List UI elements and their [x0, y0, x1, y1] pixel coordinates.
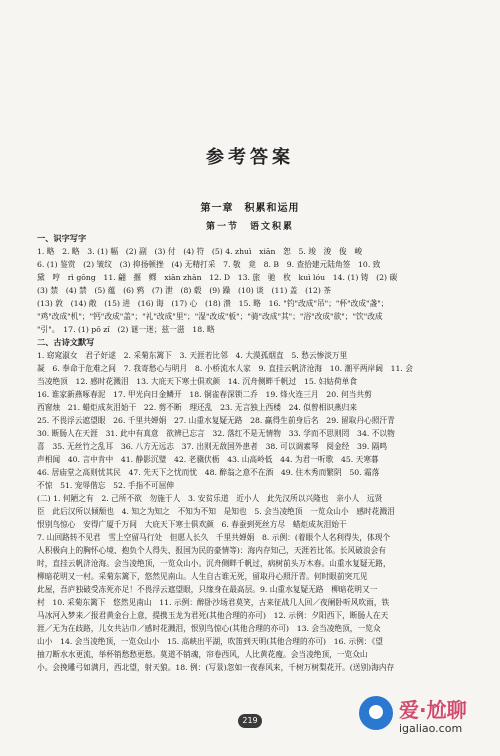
- answer-line: 30. 断肠人在天涯 31. 此中有真意 欲辨已忘言 32. 落红不是无情物 33. 学而不思则罔 34. 不以物: [37, 429, 395, 438]
- watermark: [355, 690, 490, 748]
- answer-line: 恨别鸟惊心 安得广厦千万间 大庇天下寒士俱欢颜 6. 春蚕到死丝方尽 蜡炬成灰泪始干: [37, 520, 347, 529]
- answer-line: 黛 哼 rì gōng 11. 翩 揠 鳏 xiān zhān 12. D 13. 旅 驰 枚 kuì lóu 14. (1) 铸 (2) 碳: [37, 273, 398, 282]
- answer-line: 凝 6. 奉命于危难之间 7. 我寄愁心与明月 8. 小桥流水人家 9. 直挂云帆济沧海 10. 潮平两岸阔 11. 会: [37, 364, 413, 373]
- answer-line: (13) 敦 (14) 敞 (15) 进 (16) 诲 (17) 心 (18) 溃 15. 略 16. "钓"改成"吊"；"杯"改成"盏"；: [37, 299, 389, 308]
- answer-line: "鸡"改成"机"；"钙"改成"盖"；"礼"改成"里"；"湿"改成"板"；"骑"改成"其"；"浴"改成"欲"；"饮"改成: [37, 312, 383, 321]
- answer-line: 时，直挂云帆济沧海。会当凌绝顶，一览众山小。沉舟侧畔千帆过，病树前头万木春。山重水复疑无路，: [37, 559, 391, 568]
- watermark-name: 爱·尬聊: [399, 698, 467, 722]
- watermark-logo-icon: [359, 696, 393, 730]
- answer-line: 1. 略 2. 略 3. (1) 幅 (2) 副 (3) 付 (4) 符 (5) 4. zhuì xiān 恕 5. 竣 浚 俊 峻: [37, 247, 363, 256]
- answer-line: 此屋，吾庐独破受冻死亦足！不畏浮云遮望眼，只缘身在最高层。9. 山重水复疑无路 柳暗花明又一: [37, 585, 378, 594]
- answer-line: 当凌绝顶 12. 感时花溅泪 13. 大庇天下寒士俱欢颜 14. 沉舟侧畔千帆过 15. 妇姑荷单食: [37, 377, 358, 386]
- answer-line: "引"。 17. (1) pǒ zǐ (2) 谜一迷；兹一滋 18. 略: [37, 325, 215, 334]
- answer-line: 人积极向上的胸怀心境、抱负个人得失、报国为民的豪情等)：海内存知己，天涯若比邻。长风破浪会有: [37, 546, 386, 555]
- answer-line: 西窗烛 21. 蜡炬成灰泪始干 22. 剪不断 理还乱 23. 无言独上西楼 24. 似曾相识燕归来: [37, 403, 358, 412]
- part1-lines: [37, 245, 465, 336]
- watermark-url: igaliao.com: [399, 722, 463, 735]
- section-heading: 第一节 语文积累: [205, 222, 294, 232]
- part2-heading: 二、古诗文默写: [37, 337, 95, 347]
- answer-body: [37, 232, 465, 674]
- answer-line: 涯／无为在歧路，儿女共沾巾／感时花溅泪，恨别鸟惊心(其他合理的亦可) 13. 会当凌绝顶，一览众: [37, 624, 381, 633]
- answer-line: 柳暗花明又一村。采菊东篱下，悠然见南山。人生自古谁无死，留取丹心照汗青。何时眼前突兀见: [37, 572, 368, 581]
- answer-line: 臣 此后汉所以倾颓也 4. 知之为知之 不知为不知 是知也 5. 会当凌绝顶 一览众山小 感时花溅泪: [37, 507, 395, 516]
- answer-line: 小。会挽雕弓如满月，西北望，射天狼。18. 例：(写景)忽如一夜春风来，千树万树梨花开。(送别)海内存: [37, 663, 395, 672]
- answer-line: 25. 不畏浮云遮望眼 26. 千里共婵娟 27. 山重水复疑无路 28. 赢得生前身后名 29. 留取丹心照汗青: [37, 416, 395, 425]
- answer-line: 16. 谁家新燕啄春泥 17. 甲光向日金鳞开 18. 铜雀春深锁二乔 19. 烽火连三月 20. 何当共剪: [37, 390, 372, 399]
- answer-line: 马冰河入梦来／报君黄金台上意，提携玉龙为君死(其他合理的亦可) 12. 示例：夕阳西下，断肠人在天: [37, 611, 389, 620]
- part1-heading: 一、识字写字: [37, 233, 87, 243]
- answer-line: 喜 35. 无丝竹之乱耳 36. 八方无远志 37. 出则无敌国外患者 38. 可以调素琴 阅金经 39. 隔鸣: [37, 442, 388, 451]
- answer-line: (二) 1. 何陋之有 2. 己所不欲 勿施于人 3. 安贫乐道 近小人 此先汉所以兴隆也 亲小人 远贤: [37, 494, 383, 503]
- page-title: 参考答案: [206, 147, 294, 168]
- answer-line: 7. 山回路转不见君 雪上空留马行处 但愿人长久 千里共婵娟 8. 示例：(着眼个人名利得失，体现个: [37, 533, 391, 542]
- answer-line: 抽刀断水水更流，举杯销愁愁更愁。莫道不销魂，帘卷西风，人比黄花瘦。会当凌绝顶，一览众山: [37, 650, 368, 659]
- answer-line: 山小 14. 会当凌绝顶，一览众山小 15. 高峡出平湖，吹笛到天明(其他合理的亦可) 16. 示例：《望: [37, 637, 383, 646]
- part2-lines: [37, 349, 465, 674]
- answer-line: 不惊 51. 宠辱偕忘 52. 手指不可屈伸: [37, 481, 174, 490]
- page-number: 219: [238, 714, 262, 728]
- answer-line: 46. 居庙堂之高则忧其民 47. 先天下之忧而忧 48. 醉翁之意不在酒 49. 住木秀而繁阴 50. 霜落: [37, 468, 380, 477]
- answer-line: (3) 禁 (4) 禁 (5) 蕴 (6) 鸦 (7) 泄 (8) 毂 (9) 躁 (10) 谈 (11) 盖 (12) 茶: [37, 286, 332, 295]
- chapter-heading: 第一章 积累和运用: [200, 203, 300, 214]
- answer-line: 1. 窈窕淑女 君子好逑 2. 采菊东篱下 3. 天涯若比邻 4. 大漠孤烟直 5. 愁云惨淡万里: [37, 351, 348, 360]
- answer-line: 村 10. 采菊东篱下 悠然见南山 11. 示例：醉卧沙场君莫笑，古来征战几人回／夜阑卧听风吹雨，铁: [37, 598, 390, 607]
- answer-line: 声相闻 40. 言中肯中 41. 静影沉璧 42. 老骥伏枥 43. 山高岭低 44. 为君一听歌 45. 天寒暮: [37, 455, 379, 464]
- answer-line: 6. (1) 鉴赏 (2) 皱纹 (3) 抑扬顿挫 (4) 无精打采 7. 敬 竟 8. B 9. 查拾建元陆角签 10. 致: [37, 260, 381, 269]
